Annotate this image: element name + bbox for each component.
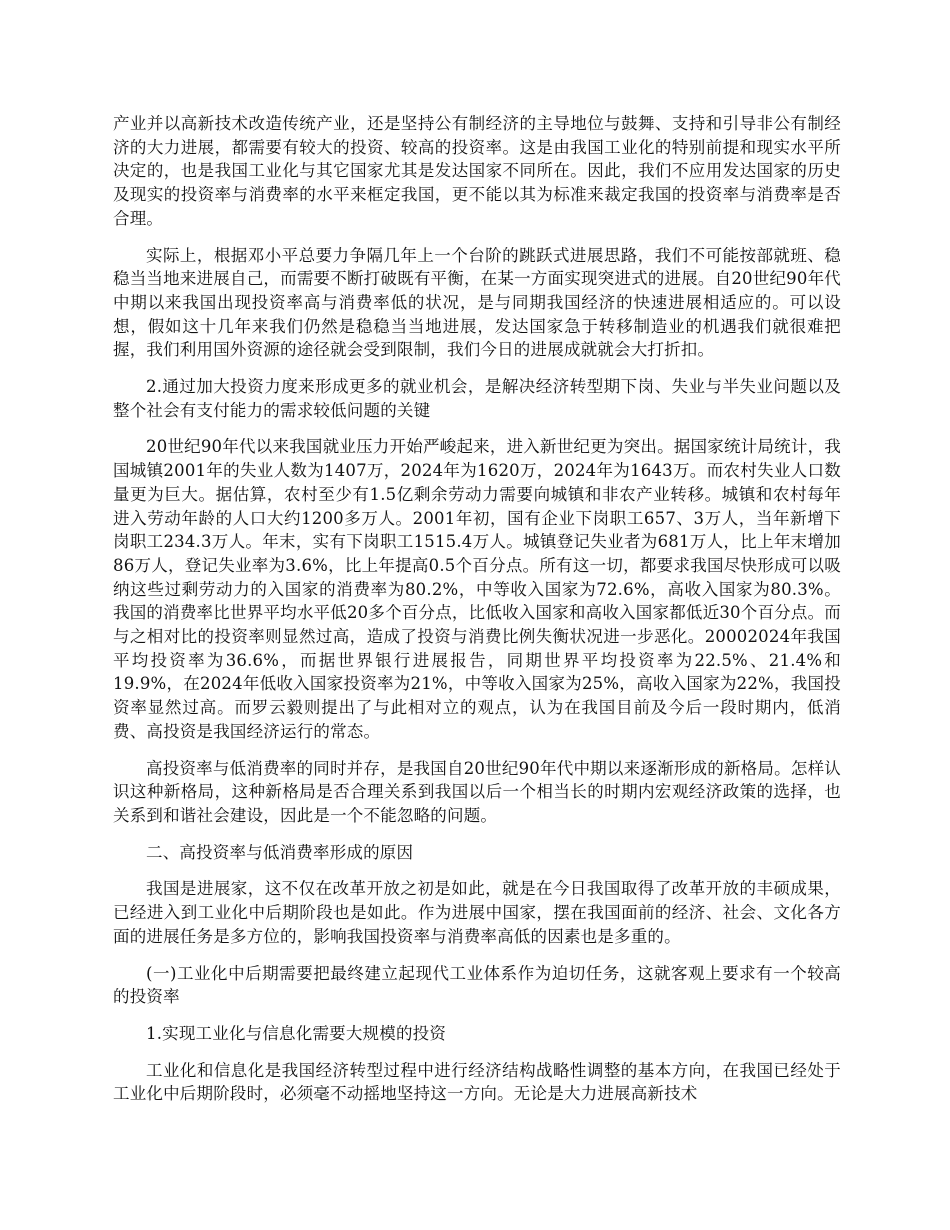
paragraph-investment-continuation: 产业并以高新技术改造传统产业，还是坚持公有制经济的主导地位与鼓舞、支持和引导非公有制经济的大力进展，都需要有较大的投资、较高的投资率。这是由我国工业化的特别前提和现实水平所决定的，也是我国工业化与其它国家尤其是发达国家不同所在。因此，我们不应用发达国家的历史及现实的投资率与消费率的水平来框定我国，更不能以其为标准来裁定我国的投资率与消费率是否合理。 [113, 114, 841, 228]
document-page [113, 112, 841, 1119]
subheading-large-scale-investment: 1.实现工业化与信息化需要大规模的投资 [146, 1023, 447, 1043]
subheading-employment-investment: 2.通过加大投资力度来形成更多的就业机会，是解决经济转型期下岗、失业与半失业问题以及整个社会有支付能力的需求较低问题的关键 [113, 377, 841, 420]
paragraph-deng-xiaoping-development: 实际上，根据邓小平总要力争隔几年上一个台阶的跳跃式进展思路，我们不可能按部就班、稳稳当当地来进展自己，而需要不断打破既有平衡，在某一方面实现突进式的进展。自20世纪90年代中期以来我国出现投资率高与消费率低的状况，是与同期我国经济的快速进展相适应的。可以设想，假如这十几年来我们仍然是稳稳当当地进展，发达国家急于转移制造业的机遇我们就很难把握，我们利用国外资源的途径就会受到限制，我们今日的进展成就就会大打折扣。 [113, 245, 841, 360]
section-heading-causes: 二、高投资率与低消费率形成的原因 [146, 842, 414, 862]
paragraph-industrialization-informatization: 工业化和信息化是我国经济转型过程中进行经济结构战略性调整的基本方向，在我国已经处于工业化中后期阶段时，必须毫不动摇地坚持这一方向。无论是大力进展高新技术 [113, 1060, 841, 1104]
paragraph-new-pattern: 高投资率与低消费率的同时并存，是我国自20世纪90年代中期以来逐渐形成的新格局。怎样认识这种新格局，这种新格局是否合理关系到我国以后一个相当长的时期内宏观经济政策的选择，也关系到和谐社会建设，因此是一个不能忽略的问题。 [113, 758, 841, 825]
paragraph-developing-country: 我国是进展家，这不仅在改革开放之初是如此，就是在今日我国取得了改革开放的丰硕成果，已经进入到工业化中后期阶段也是如此。作为进展中国家，摆在我国面前的经济、社会、文化各方面的进展任务是多方位的，影响我国投资率与消费率高低的因素也是多重的。 [113, 879, 841, 946]
subheading-industrialization-task: (一)工业化中后期需要把最终建立起现代工业体系作为迫切任务，这就客观上要求有一个较高的投资率 [113, 963, 841, 1007]
paragraph-unemployment-statistics: 20世纪90年代以来我国就业压力开始严峻起来，进入新世纪更为突出。据国家统计局统计，我国城镇2001年的失业人数为1407万，2024年为1620万，2024年为1643万。而农村失业人口数量更为巨大。据估算，农村至少有1.5亿剩余劳动力需要向城镇和非农产业转移。城镇和农村每年进入劳动年龄的人口大约1200多万人。2001年初，国有企业下岗职工657、3万人，当年新增下岗职工234.3万人。年末，实有下岗职工1515.4万人。城镇登记失业者为681万人，比上年末增加86万人，登记失业率为3.6%，比上年提高0.5个百分点。所有这一切，都要求我国尽快形成可以吸纳这些过剩劳动力的入国家的消费率为80.2%，中等收入国家为72.6%，高收入国家为80.3%。我国的消费率比世界平均水平低20多个百分点，比低收入国家和高收入国家都低近30个百分点。而与之相对比的投资率则显然过高，造成了投资与消费比例失衡状况进一步恶化。20002024年我国平均投资率为36.6%，而据世界银行进展报告，同期世界平均投资率为22.5%、21.4%和19.9%，在2024年低收入国家投资率为21%，中等收入国家为25%，高收入国家为22%，我国投资率显然过高。而罗云毅则提出了与此相对立的观点，认为在我国目前及今后一段时期内，低消费、高投资是我国经济运行的常态。 [113, 437, 841, 741]
